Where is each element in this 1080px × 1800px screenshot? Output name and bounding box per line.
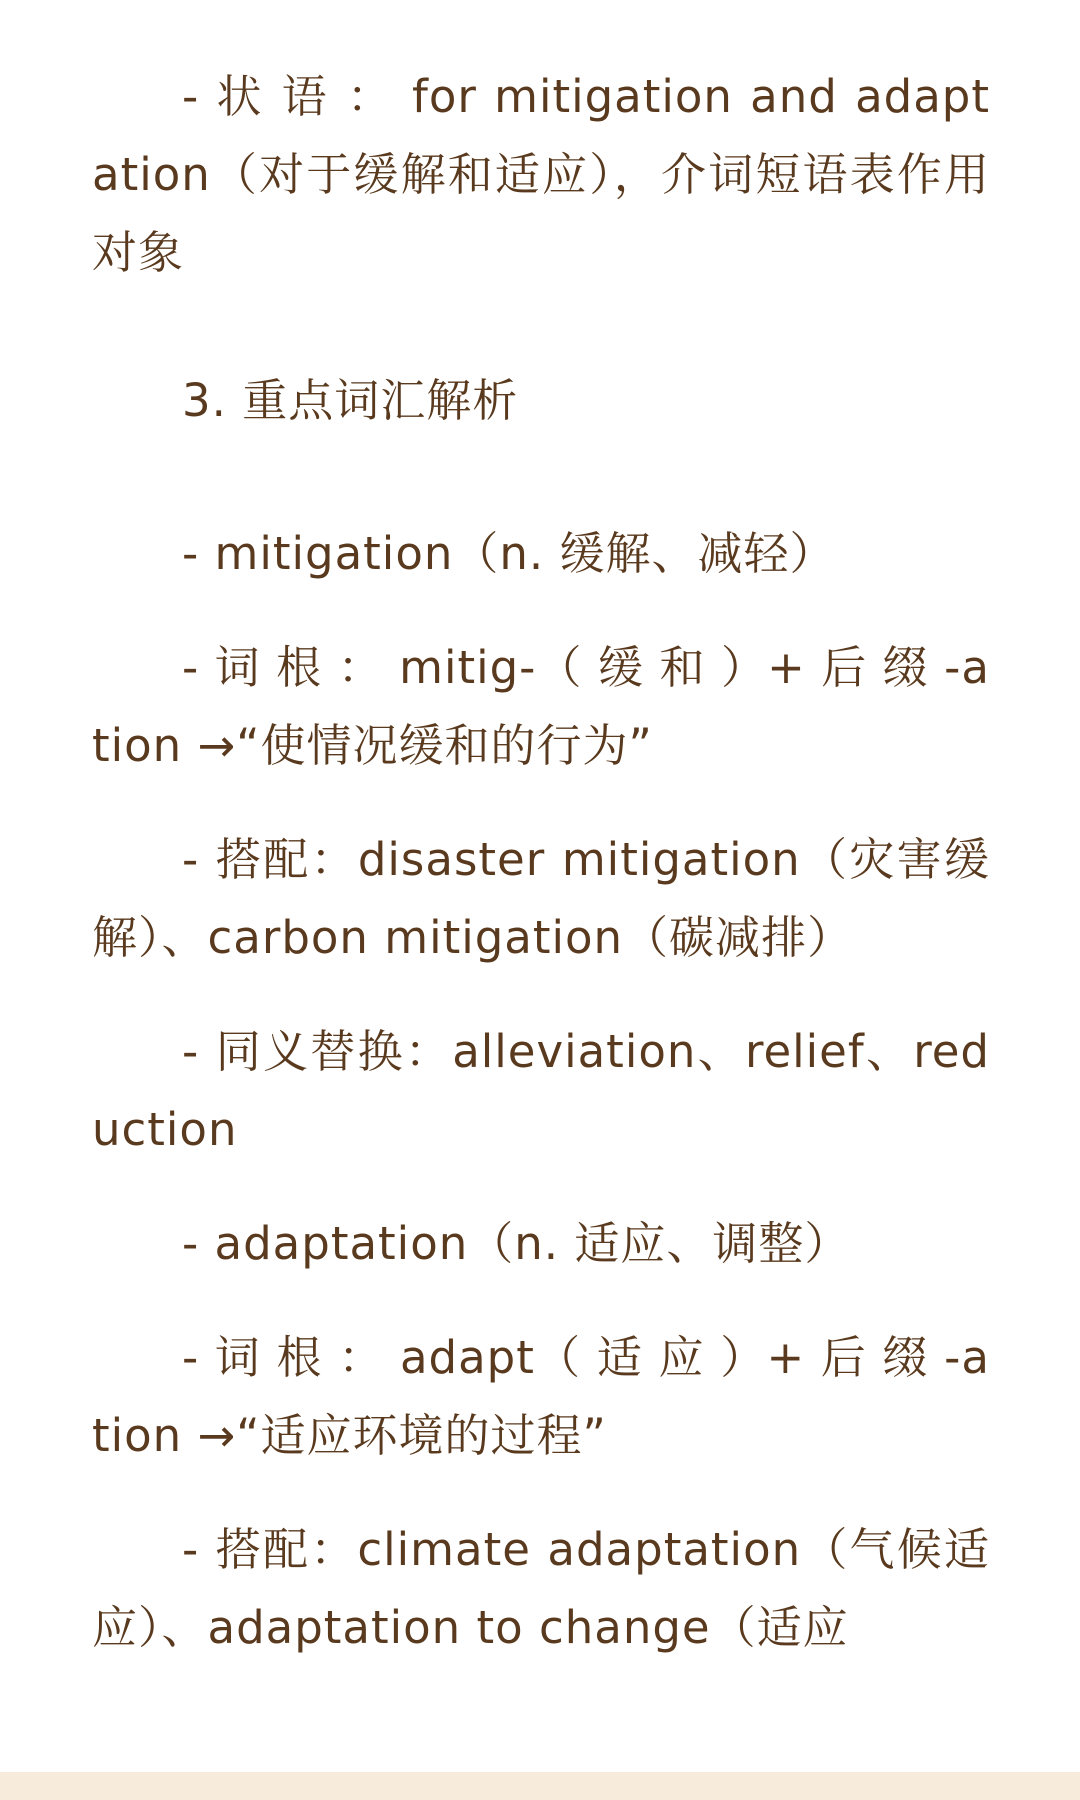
bottom-decorative-band bbox=[0, 1772, 1080, 1800]
paragraph-adverbial: - 状 语 ： for mitigation and adaptation（对于缓解和适应），介词短语表作用对象 bbox=[92, 70, 990, 279]
vocab-mitigation-collocation: - 搭配：disaster mitigation（灾害缓解）、carbon mitigation（碳减排） bbox=[92, 833, 990, 964]
vocab-mitigation-synonyms: - 同义替换：alleviation、relief、reduction bbox=[92, 1025, 990, 1156]
vocab-adaptation-title: - adaptation（n. 适应、调整） bbox=[182, 1217, 851, 1270]
section-heading: 3. 重点词汇解析 bbox=[182, 374, 519, 427]
vocab-mitigation-root: - 词 根 ： mitig-（ 缓 和 ）+ 后 缀 -ation →“使情况缓和的行为” bbox=[92, 641, 990, 772]
vocab-adaptation-root: - 词 根 ： adapt（ 适 应 ）+ 后 缀 -ation →“适应环境的过程” bbox=[92, 1331, 990, 1462]
vocab-adaptation-collocation: - 搭配：climate adaptation（气候适应）、adaptation to change（适应 bbox=[92, 1523, 990, 1654]
vocab-mitigation-title: - mitigation（n. 缓解、减轻） bbox=[182, 527, 836, 580]
article-body bbox=[92, 0, 990, 1667]
